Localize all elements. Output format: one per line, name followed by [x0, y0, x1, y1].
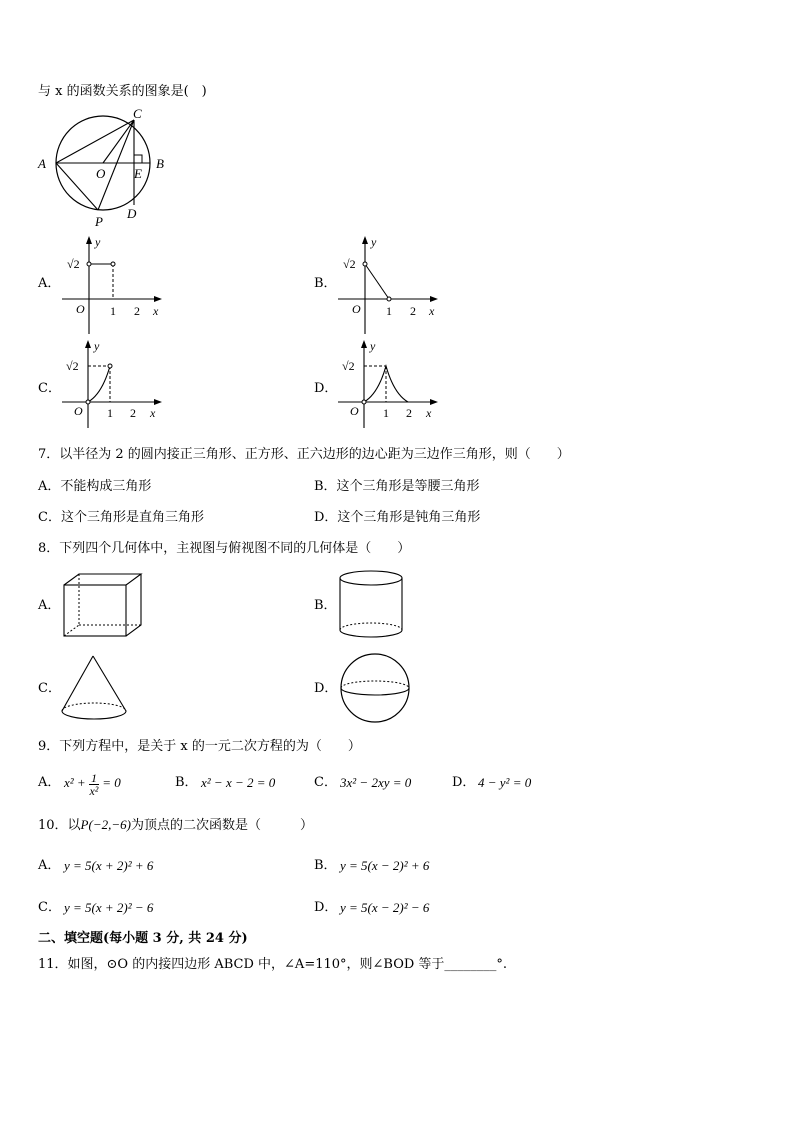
svg-text:√2: √2 [343, 257, 356, 271]
label-o: O [96, 166, 106, 181]
q8-option-b-label[interactable]: B． [314, 598, 337, 613]
cylinder-figure [338, 569, 406, 639]
cube-figure [62, 572, 144, 638]
label-c: C [133, 106, 142, 121]
svg-text:1: 1 [386, 304, 392, 318]
svg-text:x: x [150, 406, 156, 420]
svg-text:y: y [95, 235, 101, 249]
q8-option-d-label[interactable]: D． [314, 681, 338, 696]
cone-figure [60, 654, 130, 722]
q6-option-c-label[interactable]: C． [38, 381, 61, 396]
q8-stem: 8．下列四个几何体中，主视图与俯视图不同的几何体是（ ） [38, 541, 411, 556]
graph-c [62, 338, 172, 428]
graph-d [338, 338, 448, 428]
label-d: D [127, 206, 137, 221]
q10-option-b[interactable]: y = 5(x − 2)² + 6 [340, 858, 430, 873]
svg-text:√2: √2 [67, 257, 80, 271]
q10-option-b-label[interactable]: B． [314, 858, 337, 873]
q9-option-d[interactable]: 4 − y² = 0 [478, 775, 532, 790]
right-angle-mark [134, 155, 142, 163]
svg-text:1: 1 [107, 406, 113, 420]
svg-text:y: y [94, 339, 100, 353]
q6-option-a-label[interactable]: A． [38, 276, 61, 291]
segment-oc [103, 120, 134, 163]
q10-stem-pre: 10．以 [38, 818, 81, 833]
q8-option-c-label[interactable]: C． [38, 681, 61, 696]
svg-text:y: y [370, 339, 376, 353]
svg-text:x: x [153, 304, 159, 318]
q9-option-a-label[interactable]: A． [38, 775, 61, 790]
svg-text:O: O [352, 302, 361, 316]
q6-stem: 与 x 的函数关系的图象是( ) [38, 84, 207, 99]
q9-stem: 9．下列方程中，是关于 x 的一元二次方程的为（ ） [38, 739, 361, 754]
svg-text:√2: √2 [66, 359, 79, 373]
q7-option-d[interactable]: D．这个三角形是钝角三角形 [314, 510, 481, 525]
q9-option-a[interactable] [64, 763, 121, 803]
svg-text:2: 2 [134, 304, 140, 318]
q7-option-c[interactable]: C．这个三角形是直角三角形 [38, 510, 204, 525]
svg-text:y: y [371, 235, 377, 249]
q10-option-d-label[interactable]: D． [314, 900, 338, 915]
label-b: B [156, 156, 164, 171]
graph-b [338, 234, 448, 334]
q8-option-a-label[interactable]: A． [38, 598, 61, 613]
q10-stem-post: 为顶点的二次函数是（ ） [130, 818, 313, 833]
q9-option-c[interactable]: 3x² − 2xy = 0 [340, 775, 412, 790]
sphere-figure [338, 652, 412, 724]
q6-circle-figure [36, 108, 176, 233]
label-p: P [95, 214, 103, 229]
svg-text:√2: √2 [342, 359, 355, 373]
q10-stem [38, 817, 313, 834]
q10-option-a[interactable]: y = 5(x + 2)² + 6 [64, 858, 154, 873]
graph-a [62, 234, 172, 334]
q10-option-a-label[interactable]: A． [38, 858, 61, 873]
svg-text:O: O [76, 302, 85, 316]
segment-pc [98, 120, 134, 210]
segment-ac [56, 120, 134, 163]
q9-option-c-label[interactable]: C． [314, 775, 337, 790]
q10-option-c[interactable]: y = 5(x + 2)² − 6 [64, 900, 154, 915]
svg-text:x: x [426, 406, 432, 420]
label-a: A [38, 156, 46, 171]
svg-text:x: x [429, 304, 435, 318]
svg-text:O: O [74, 404, 83, 418]
svg-text:1: 1 [383, 406, 389, 420]
q7-option-a[interactable]: A．不能构成三角形 [38, 479, 152, 494]
q9-option-a-post: = 0 [102, 775, 121, 790]
q9-option-d-label[interactable]: D． [452, 775, 476, 790]
q10-option-c-label[interactable]: C． [38, 900, 61, 915]
q9-option-a-fraction: $\frac{1}{\text{x²}}$ [89, 770, 99, 798]
label-e: E [134, 166, 142, 181]
svg-text:O: O [350, 404, 359, 418]
q9-option-b-label[interactable]: B． [175, 775, 198, 790]
svg-text:1: 1 [110, 304, 116, 318]
svg-text:2: 2 [410, 304, 416, 318]
q9-option-b[interactable]: x² − x − 2 = 0 [201, 775, 276, 790]
q10-option-d[interactable]: y = 5(x − 2)² − 6 [340, 900, 430, 915]
svg-text:2: 2 [130, 406, 136, 420]
q7-stem: 7．以半径为 2 的圆内接正三角形、正方形、正六边形的边心距为三边作三角形，则（ ） [38, 447, 570, 462]
q7-option-b[interactable]: B．这个三角形是等腰三角形 [314, 479, 480, 494]
q6-option-d-label[interactable]: D． [314, 381, 338, 396]
svg-text:2: 2 [406, 406, 412, 420]
section-heading: 二、填空题(每小题 3 分, 共 24 分) [38, 931, 248, 946]
q10-point: P(−2,−6) [80, 817, 131, 832]
q6-option-b-label[interactable]: B． [314, 276, 337, 291]
q11-stem: 11．如图，⊙O 的内接四边形 ABCD 中，∠A=110°，则∠BOD 等于________°. [38, 957, 508, 972]
q9-option-a-pre: x² + [64, 775, 86, 790]
